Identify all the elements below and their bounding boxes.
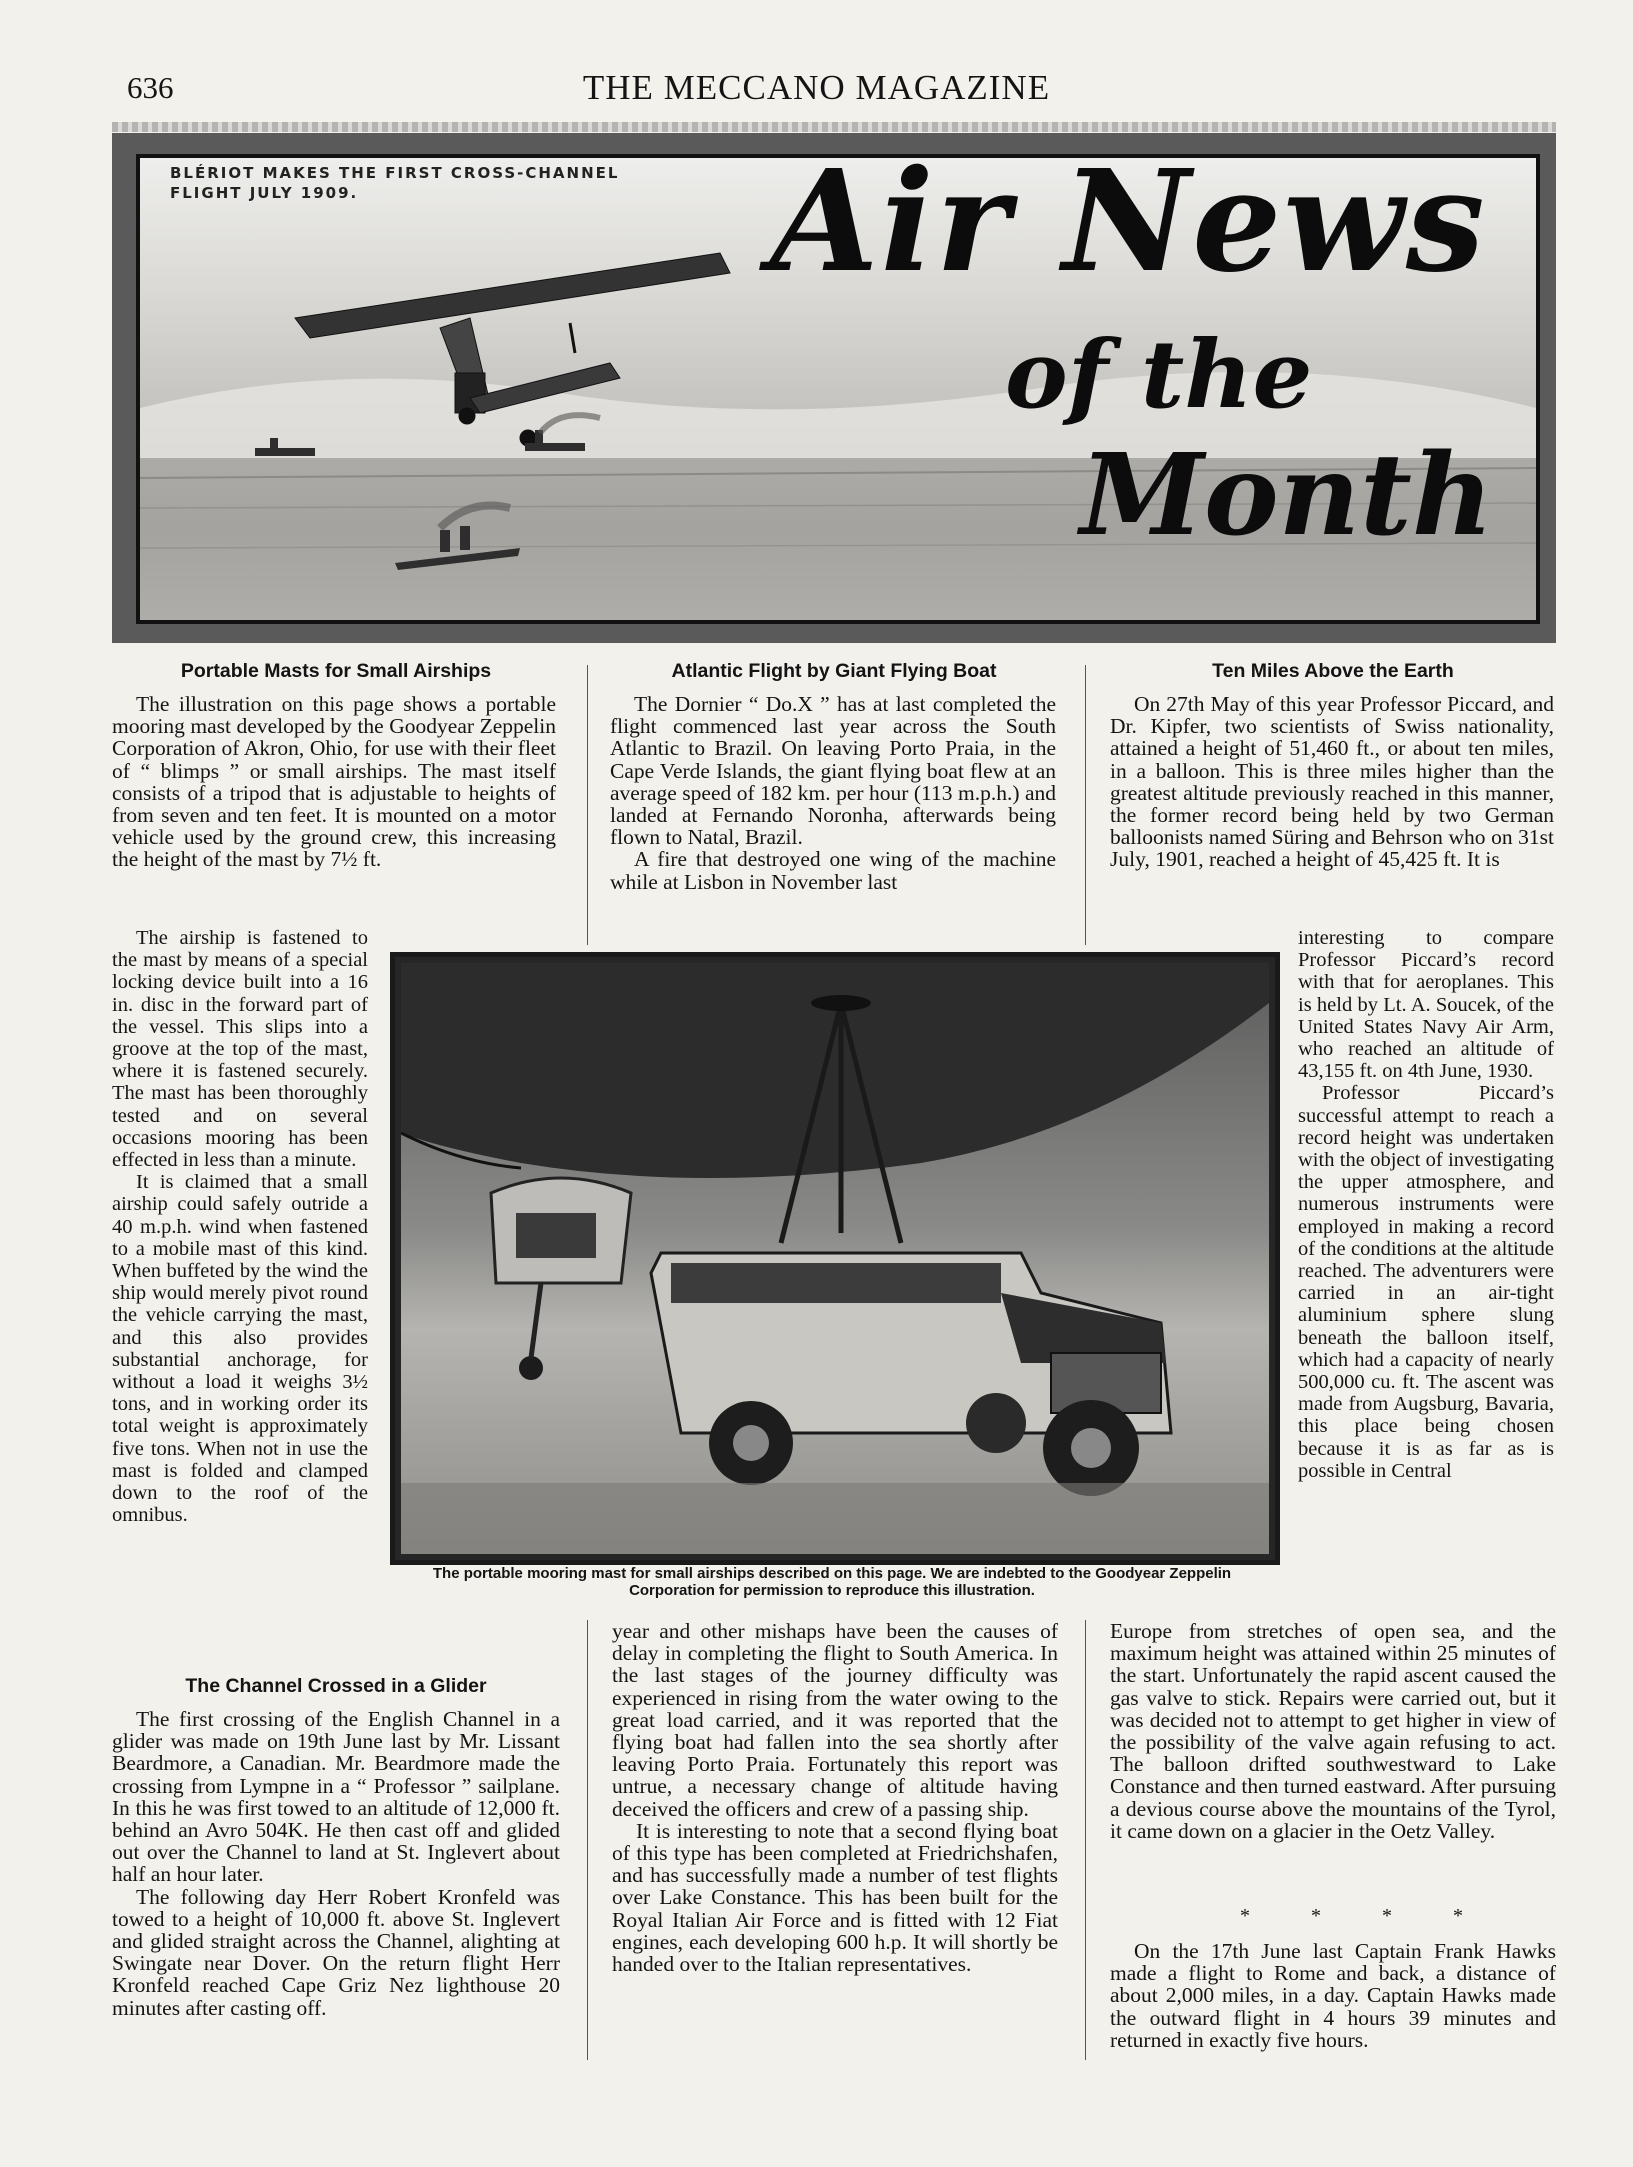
heading-portable-masts: Portable Masts for Small Airships (180, 660, 492, 682)
heading-atlantic-flight: Atlantic Flight by Giant Flying Boat (671, 660, 997, 682)
channel-glider-text (112, 1708, 560, 2019)
ten-miles-p3: On the 17th June last Captain Frank Hawks made a flight to Rome and back, a distance of about 2,000 miles, in a day. Captain Hawks made the outward flight in 4 hours 39 minutes and returned in exactly five hours. (1110, 1939, 1556, 2052)
ten-miles-text-bottom (1110, 1620, 1556, 1842)
portable-masts-p2: The airship is fastened to the mast by means of a special locking device built into a 16 in. disc in the forward part of the vessel. This slips into a groove at the top of the mast, where it is fastened securely. The mast has been thoroughly tested and on several occasions mooring has been effected in less than a minute. (112, 927, 368, 1172)
banner-caption: BLÉRIOT MAKES THE FIRST CROSS-CHANNEL FLIGHT JULY 1909. (170, 164, 620, 202)
atlantic-flight-p3: It is interesting to note that a second flying boat of this type has been completed at Friedrichshafen, and has successfully made a number of test flights over Lake Constance. This has been built for the Royal Italian Air Force and is fitted with 12 Fiat engines, each developing 600 h.p. It will shortly be handed over to the Italian representatives. (612, 1818, 1058, 1977)
air-news-title: Air News (770, 140, 1487, 304)
photo-mooring-mast (390, 952, 1280, 1565)
atlantic-flight-text-top (610, 693, 1056, 893)
portable-masts-p1: The illustration on this page shows a portable mooring mast developed by the Goodyear Zeppelin Corporation of Akron, Ohio, for use with their fleet of “ blimps ” or small airships. The mast itself consists of a tripod that is adjustable to heights of from seven and ten feet. It is mounted on a motor vehicle used by the ground crew, this increasing the height of the mast by 7½ ft. (112, 692, 556, 872)
top-rule (112, 122, 1556, 132)
section-separator: * * * * (1240, 1905, 1491, 1927)
atlantic-flight-text-bottom (612, 1620, 1058, 1975)
photo-image (401, 963, 1269, 1554)
channel-glider-p2: The following day Herr Robert Kronfeld was towed to a height of 10,000 ft. above St. Inglevert and glided straight across the Channel, alighting at Swingate near Dover. On the return flight Herr Kronfeld reached Cape Griz Nez lighthouse 20 minutes after casting off. (112, 1884, 560, 2020)
ten-miles-text-top (1110, 693, 1554, 871)
atlantic-flight-p2b: year and other mishaps have been the causes of delay in completing the flight to South America. In the last stages of the journey difficulty was experienced in rising from the water owing to the great load carried, and it was reported that the flying boat had fallen into the sea shortly after leaving Porto Praia. Fortunately this report was untrue, a necessary change of altitude having deceived the officers and crew of a passing ship. (612, 1619, 1058, 1821)
ten-miles-p2: Professor Piccard’s successful attempt to reach a record height was undertaken with the object of investigating the upper atmosphere, and numerous instruments were employed in making a record of the conditions at the altitude reached. The adventurers were carried in an air-tight aluminium sphere slung beneath the balloon itself, which had a capacity of nearly 500,000 cu. ft. The ascent was made from Augsburg, Bavaria, this place being chosen because it is as far as is possible in Central (1298, 1082, 1554, 1482)
page-number: 636 (127, 70, 174, 105)
column-rule-2 (1085, 665, 1086, 945)
ten-miles-p1b: interesting to compare Professor Piccard’s record with that for aeroplanes. This is held by Lt. A. Soucek, of the United States Navy Air Arm, who reached an altitude of 43,155 ft. on 4th June, 1930. (1298, 927, 1554, 1083)
magazine-title: THE MECCANO MAGAZINE (582, 68, 1051, 107)
photo-caption: The portable mooring mast for small airships described on this page. We are indebted to the Goodyear Zeppelin Corporation for permission to reproduce this illustration. (432, 1565, 1232, 1599)
ten-miles-text-narrow (1298, 927, 1554, 1482)
photo-scene-svg (401, 963, 1269, 1554)
column-rule-1 (587, 665, 588, 945)
column-rule-3 (587, 1620, 588, 2060)
portable-masts-p3: It is claimed that a small airship could safely outride a 40 m.p.h. wind when fastened to a mobile mast of this kind. When buffeted by the wind the ship would merely pivot round the vehicle carrying the mast, and this also provides substantial anchorage, for without a load it weighs 3½ tons, and in working order its total weight is approximately five tons. When not in use the mast is folded and clamped down to the roof of the omnibus. (112, 1171, 368, 1527)
ten-miles-text-final (1110, 1940, 1556, 2051)
atlantic-flight-p1: The Dornier “ Do.X ” has at last completed the flight commenced last year across the South Atlantic to Brazil. On leaving Porto Praia, in the Cape Verde Islands, the giant flying boat flew at an average speed of 182 km. per hour (113 m.p.h.) and landed at Fernando Noronha, afterwards being flown to Natal, Brazil. (610, 692, 1056, 850)
month-title: Month (1080, 430, 1494, 561)
heading-channel-glider: The Channel Crossed in a Glider (185, 1675, 487, 1697)
channel-glider-p1: The first crossing of the English Channel in a glider was made on 19th June last by Mr. Lissant Beardmore, a Canadian. Mr. Beardmore made the crossing from Lympne in a “ Professor ” sailplane. In this he was first towed to an altitude of 12,000 ft. behind an Avro 504K. He then cast off and glided out over the Channel to land at St. Inglevert about half an hour later. (112, 1707, 560, 1887)
column-rule-4 (1085, 1620, 1086, 2060)
atlantic-flight-p2a: A fire that destroyed one wing of the machine while at Lisbon in November last (610, 847, 1056, 894)
portable-masts-text-top (112, 693, 556, 871)
ten-miles-p1a: On 27th May of this year Professor Piccard, and Dr. Kipfer, two scientists of Swiss nationality, attained a height of 51,460 ft., or about ten miles, in a balloon. This is three miles higher than the greatest altitude previously reached in this manner, the former record being held by two German balloonists named Süring and Behrson who on 31st July, 1901, reached a height of 45,425 ft. It is (1110, 692, 1554, 872)
heading-ten-miles: Ten Miles Above the Earth (1212, 660, 1454, 682)
portable-masts-text-narrow (112, 927, 368, 1526)
ten-miles-p2c: Europe from stretches of open sea, and the maximum height was attained within 25 minutes of the start. Unfortunately the rapid ascent caused the gas valve to stick. Repairs were carried out, but it was decided not to attempt to get higher in view of the possibility of the valve again refusing to act. The balloon drifted southwestward to Lake Constance and then turned eastward. After pursuing a devious course above the mountains of the Tyrol, it came down on a glacier in the Oetz Valley. (1110, 1619, 1556, 1843)
of-the-title: of the (1005, 320, 1313, 430)
